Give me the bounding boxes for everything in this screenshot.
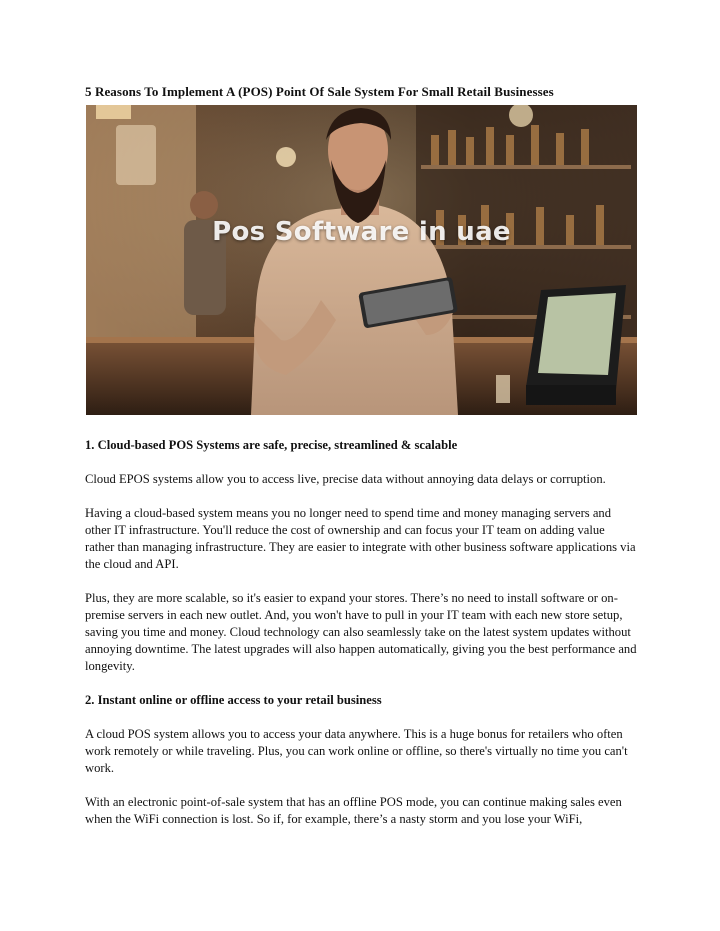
hero-image-caption: Pos Software in uae: [212, 217, 511, 247]
section-2-heading: 2. Instant online or offline access to your retail business: [85, 693, 382, 707]
section-1-heading: 1. Cloud-based POS Systems are safe, precise, streamlined & scalable: [85, 438, 458, 452]
hero-image: [86, 105, 637, 415]
document-title: 5 Reasons To Implement A (POS) Point Of Sale System For Small Retail Businesses: [85, 84, 554, 99]
barista-tablet-photo: [86, 105, 637, 415]
article-body: [85, 437, 637, 828]
section-2-paragraph-2: With an electronic point-of-sale system that has an offline POS mode, you can continue making sales even when the WiFi connection is lost. So if, for example, there’s a nasty storm and you lose your WiFi,: [85, 795, 622, 826]
section-1-paragraph-2: Having a cloud-based system means you no longer need to spend time and money managing servers and other IT infrastructure. You'll reduce the cost of ownership and can focus your IT team on adding value rather than managing infrastructure. They are easier to integrate with other business software applications via the cloud and API.: [85, 506, 636, 571]
section-1-paragraph-3: Plus, they are more scalable, so it's easier to expand your stores. There’s no need to install software or on-premise servers in each new outlet. And, you won't have to pull in your IT team with each new store setup, saving you time and money. Cloud technology can also seamlessly take on the latest system updates without annoying downtime. The latest upgrades will also happen automatically, giving you the best performance and longevity.: [85, 591, 637, 673]
section-2-paragraph-1: A cloud POS system allows you to access your data anywhere. This is a huge bonus for retailers who often work remotely or while traveling. Plus, you can work online or offline, so there's virtually no time you can't work.: [85, 727, 628, 775]
section-1-paragraph-1: Cloud EPOS systems allow you to access live, precise data without annoying data delays or corruption.: [85, 472, 606, 486]
